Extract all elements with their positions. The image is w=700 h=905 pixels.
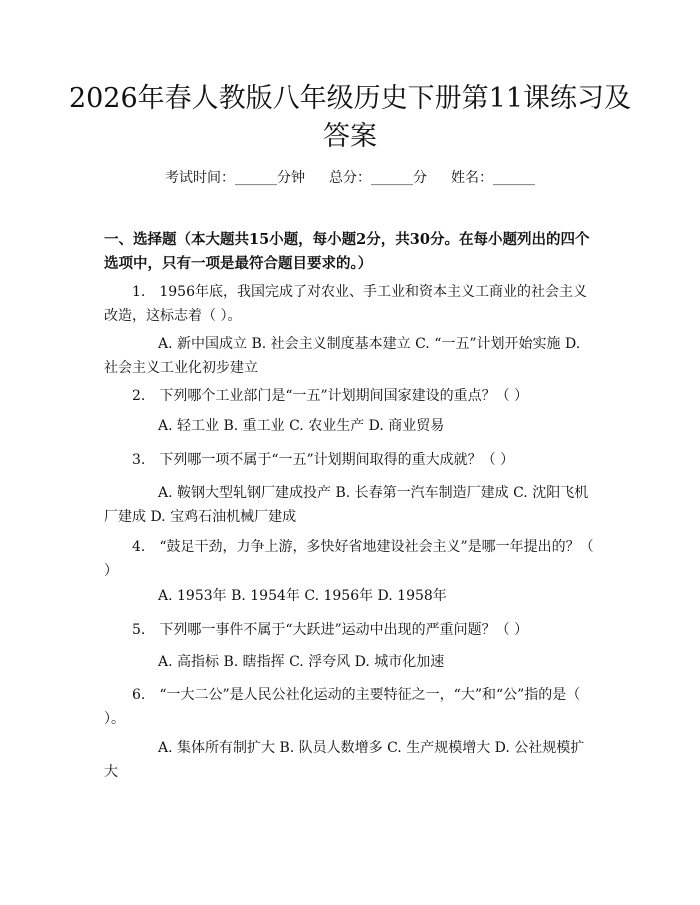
question-3 [104, 448, 596, 472]
question-3-options: A. 鞍钢大型轧钢厂建成投产 B. 长春第一汽车制造厂建成 C. 沈阳飞机厂建成 D. 宝鸡石油机械厂建成 [104, 485, 589, 525]
question-1-options: A. 新中国成立 B. 社会主义制度基本建立 C. “一五”计划开始实施 D. 社会主义工业化初步建立 [104, 336, 581, 376]
question-text: 1956年底，我国完成了对农业、手工业和资本主义工商业的社会主义改造，这标志着（ ）。 [104, 284, 587, 324]
question-6-options: A. 集体所有制扩大 B. 队员人数增多 C. 生产规模增大 D. 公社规模扩大 [104, 740, 585, 780]
exam-time-label: 考试时间：______分钟 [165, 170, 305, 186]
question-5 [104, 618, 596, 642]
question-text: 下列哪一项不属于“一五”计划期间取得的重大成就？（ ） [159, 452, 515, 468]
exam-name-label: 姓名：______ [451, 170, 535, 186]
question-text: 下列哪个工业部门是“一五”计划期间国家建设的重点？（ ） [159, 388, 529, 404]
question-number: 6. [132, 687, 146, 703]
exam-info-line [0, 168, 700, 188]
question-5-options: A. 高指标 B. 瞎指挥 C. 浮夸风 D. 城市化加速 [158, 654, 445, 670]
question-4-options: A. 1953年 B. 1954年 C. 1956年 D. 1958年 [158, 588, 447, 604]
question-number: 2. [132, 388, 146, 404]
question-2-options: A. 轻工业 B. 重工业 C. 农业生产 D. 商业贸易 [158, 418, 445, 434]
section-heading-multiple-choice: 一、选择题（本大题共15小题，每小题2分，共30分。在每小题列出的四个选项中，只有一项是最符合题目要求的。） [104, 231, 590, 272]
question-number: 1. [132, 284, 146, 300]
question-2 [104, 384, 596, 408]
question-number: 3. [132, 452, 146, 468]
exam-score-label: 总分：______分 [329, 170, 427, 186]
question-6 [104, 683, 596, 731]
question-text: “鼓足干劲，力争上游，多快好省地建设社会主义”是哪一年提出的？（ ） [104, 539, 594, 579]
question-4 [104, 535, 596, 583]
document-title: 2026年春人教版八年级历史下册第11课练习及答案 [68, 83, 632, 152]
question-number: 4. [132, 539, 146, 555]
question-1 [104, 280, 596, 328]
question-text: 下列哪一事件不属于“大跃进”运动中出现的严重问题？（ ） [159, 622, 529, 638]
question-number: 5. [132, 622, 146, 638]
question-text: “一大二公”是人民公社化运动的主要特征之一，“大”和“公”指的是（ ）。 [104, 687, 581, 727]
